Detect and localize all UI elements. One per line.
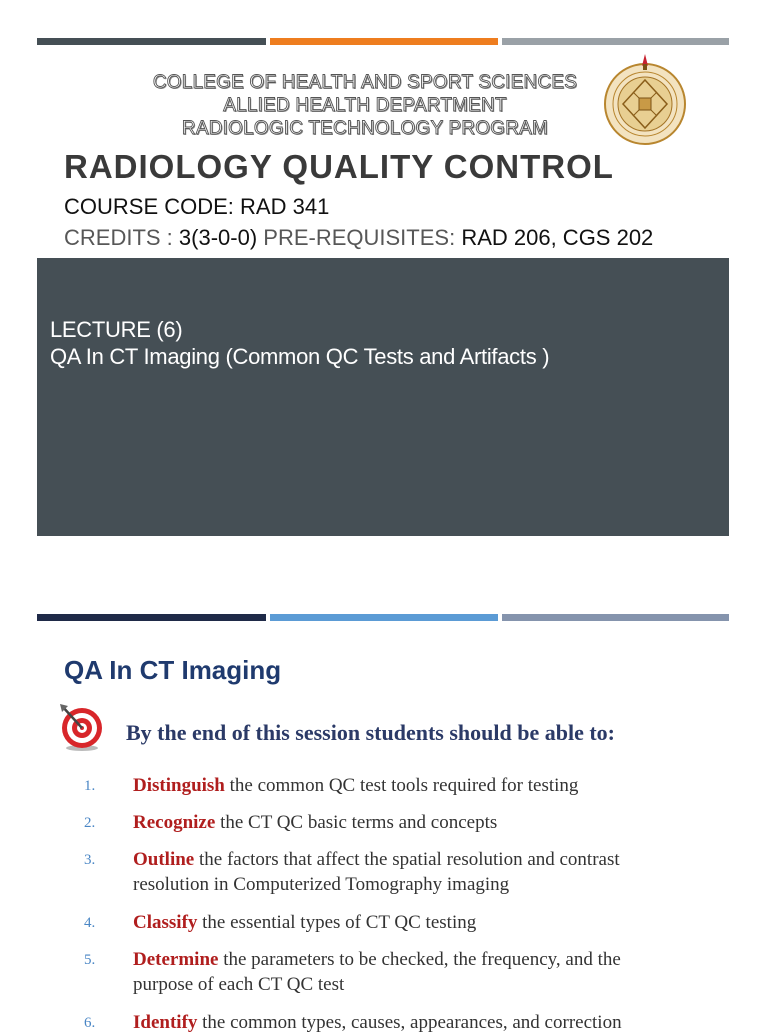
objective-keyword: Identify (133, 1012, 198, 1033)
prerequisites-value: RAD 206, CGS 202 (461, 225, 654, 250)
objective-text: the common types, causes, appearances, and correction (197, 1012, 622, 1033)
accent-bar-navy (37, 614, 266, 621)
objective-item (133, 947, 713, 997)
objective-number: 5. (84, 952, 96, 968)
objective-keyword: Determine (133, 949, 219, 970)
accent-bar-dark (37, 38, 266, 45)
course-code-label: COURSE CODE: (64, 194, 241, 219)
credits-line (64, 225, 653, 251)
university-seal-icon (603, 50, 687, 146)
program-name-line: RADIOLOGIC TECHNOLOGY PROGRAM (181, 118, 549, 139)
objective-text-continued: purpose of each CT QC test (133, 974, 345, 995)
accent-bar-blue (270, 614, 498, 621)
course-title: RADIOLOGY QUALITY CONTROL (64, 148, 614, 185)
accent-bar-gray (502, 38, 729, 45)
objective-item (133, 1010, 713, 1035)
accent-bar-orange (270, 38, 498, 45)
objective-number: 4. (84, 915, 96, 931)
objective-item (133, 910, 713, 935)
objectives-intro: By the end of this session students should be able to: (126, 720, 615, 745)
objective-item (133, 847, 713, 897)
college-name-line-1: COLLEGE OF HEALTH AND SPORT SCIENCES (152, 72, 578, 93)
credits-value: 3(3-0-0) (178, 225, 258, 250)
objective-text: the factors that affect the spatial resolution and contrast (194, 849, 620, 870)
objective-keyword: Recognize (133, 812, 216, 833)
lecture-panel (37, 258, 729, 536)
objective-text: the CT QC basic terms and concepts (215, 812, 498, 833)
objective-text: the essential types of CT QC testing (197, 912, 477, 933)
course-code (64, 194, 329, 220)
course-code-value: RAD 341 (240, 194, 330, 219)
objective-number: 6. (84, 1015, 96, 1031)
objective-text-continued: resolution in Computerized Tomography imaging (133, 874, 510, 895)
target-icon (56, 700, 106, 752)
objective-text: the common QC test tools required for testing (224, 775, 579, 796)
objective-number: 2. (84, 815, 96, 831)
prerequisites-label: PRE-REQUISITES: (257, 225, 462, 250)
objective-text: the parameters to be checked, the frequency, and the (218, 949, 621, 970)
objective-item (133, 810, 713, 835)
credits-label: CREDITS : (64, 225, 179, 250)
objective-keyword: Classify (133, 912, 198, 933)
lecture-title: QA In CT Imaging (Common QC Tests and Artifacts ) (50, 344, 550, 369)
slide-title: QA In CT Imaging (64, 655, 282, 685)
objective-keyword: Outline (133, 849, 195, 870)
objective-keyword: Distinguish (133, 775, 225, 796)
objective-number: 1. (84, 778, 96, 794)
accent-bar-slate (502, 614, 729, 621)
department-name-line: ALLIED HEALTH DEPARTMENT (223, 95, 507, 116)
objective-item (133, 773, 713, 798)
objective-number: 3. (84, 852, 96, 868)
lecture-number: LECTURE (6) (50, 317, 183, 342)
